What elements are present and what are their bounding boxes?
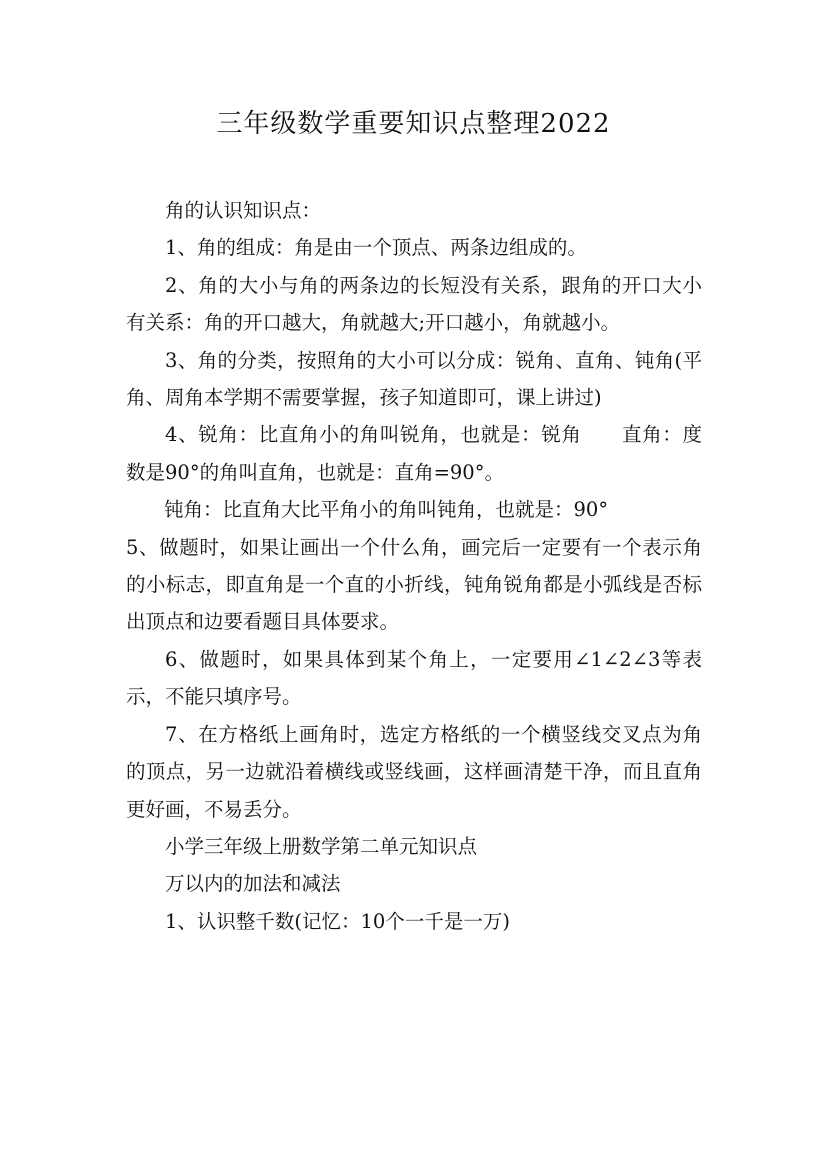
section-heading-unit-2: 小学三年级上册数学第二单元知识点 bbox=[165, 834, 478, 858]
document-title: 三年级数学重要知识点整理2022 bbox=[216, 109, 611, 139]
paragraph-7: 7、在方格纸上画角时，选定方格纸的一个横竖线交叉点为角的顶点，另一边就沿着横线或竖线画，这样画清楚干净，而且直角更好画，不易丢分。 bbox=[126, 722, 702, 821]
document-body bbox=[126, 192, 702, 940]
section-subheading: 万以内的加法和减法 bbox=[165, 872, 341, 896]
paragraph-2: 2、角的大小与角的两条边的长短没有关系，跟角的开口大小有关系：角的开口越大，角就越大;开口越小，角就越小。 bbox=[126, 273, 702, 335]
paragraph-5: 5、做题时，如果让画出一个什么角，画完后一定要有一个表示角的小标志，即直角是一个直的小折线，钝角锐角都是小弧线是否标出顶点和边要看题目具体要求。 bbox=[126, 535, 702, 634]
paragraph-4: 4、锐角：比直角小的角叫锐角，也就是：锐角 直角：度数是90°的角叫直角，也就是：直角=90°。 bbox=[126, 423, 702, 484]
paragraph-3: 3、角的分类，按照角的大小可以分成：锐角、直角、钝角(平角、周角本学期不需要掌握，孩子知道即可，课上讲过) bbox=[126, 348, 702, 410]
paragraph-unit-2-item-1: 1、认识整千数(记忆：10个一千是一万) bbox=[165, 909, 510, 933]
paragraph-6: 6、做题时，如果具体到某个角上，一定要用∠1∠2∠3等表示，不能只填序号。 bbox=[126, 647, 702, 709]
paragraph-1: 1、角的组成：角是由一个顶点、两条边组成的。 bbox=[165, 236, 587, 260]
paragraph-obtuse: 钝角：比直角大比平角小的角叫钝角，也就是：90° bbox=[164, 498, 609, 522]
paragraph-angle-heading: 角的认识知识点： bbox=[165, 199, 322, 222]
